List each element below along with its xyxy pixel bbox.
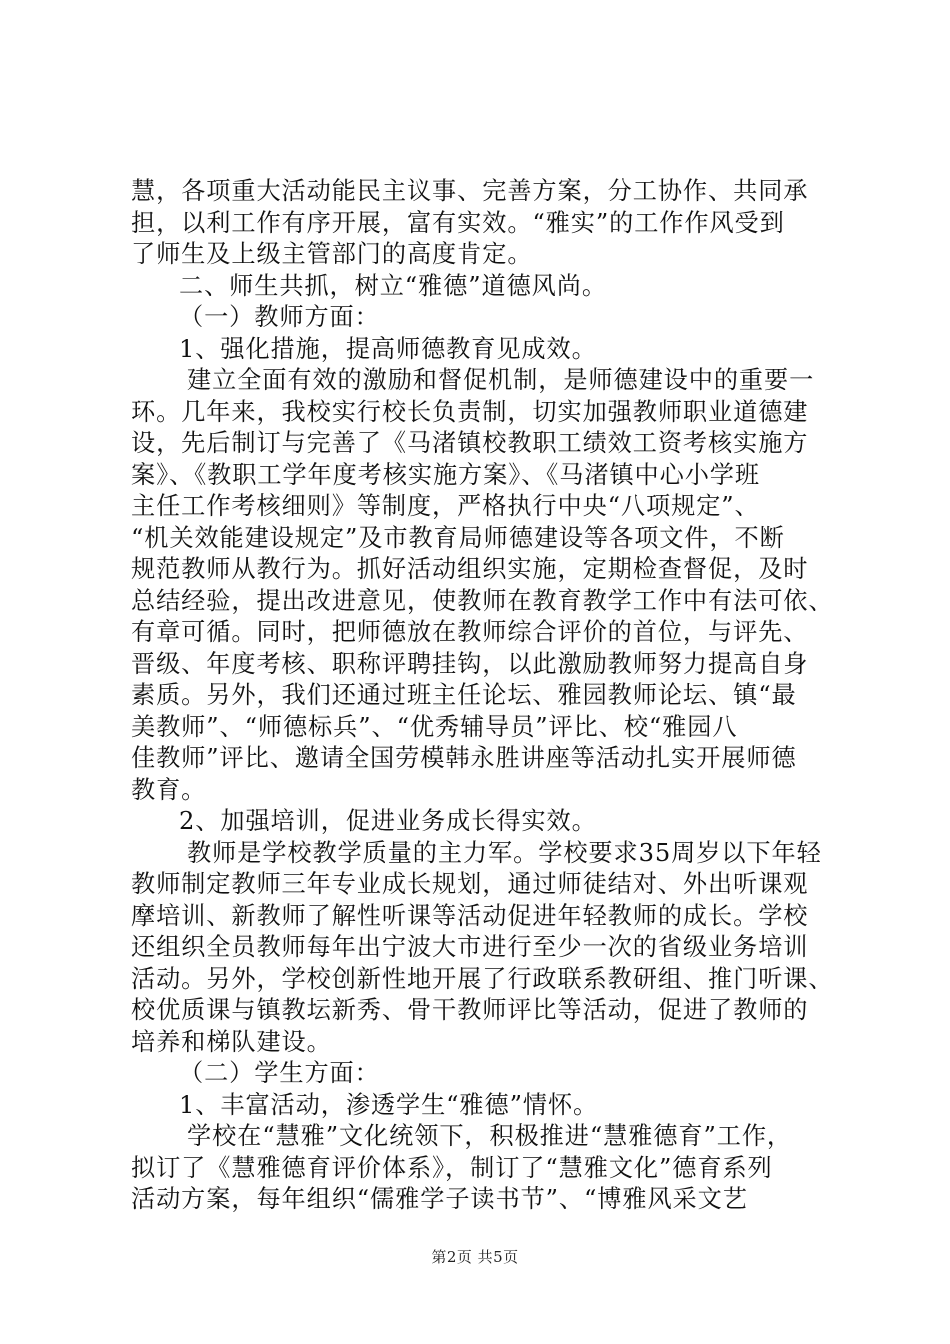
text-line: 案》、《教职工学年度考核实施方案》、《马渚镇中心小学班 bbox=[131, 460, 760, 489]
text-line: 晋级、年度考核、职称评聘挂钩，以此激励教师努力提高自身 bbox=[131, 649, 809, 678]
text-line: 建立全面有效的激励和督促机制，是师德建设中的重要一 bbox=[187, 366, 815, 394]
text-line: 慧，各项重大活动能民主议事、完善方案，分工协作、共同承 bbox=[131, 177, 809, 205]
text-line: 教师制定教师三年专业成长规划，通过师徒结对、外出听课观 bbox=[131, 870, 809, 898]
text-line: 拟订了《慧雅德育评价体系》，制订了“慧雅文化”德育系列 bbox=[131, 1153, 773, 1182]
text-line: 活动方案，每年组织“儒雅学子读书节”、“博雅风采文艺 bbox=[131, 1185, 748, 1213]
text-line: 1、强化措施，提高师德教育见成效。 bbox=[179, 334, 597, 363]
text-line: 有章可循。同时，把师德放在教师综合评价的首位，与评先、 bbox=[131, 618, 809, 646]
text-line: （一）教师方面： bbox=[179, 303, 380, 331]
text-line: 二、师生共抓，树立“雅德”道德风尚。 bbox=[179, 271, 607, 300]
text-line: 活动。另外，学校创新性地开展了行政联系教研组、推门听课、 bbox=[131, 964, 834, 993]
page-footer: 第2页 共5页 bbox=[431, 1248, 519, 1266]
text-line: 主任工作考核细则》等制度，严格执行中央“八项规定”、 bbox=[131, 492, 760, 520]
document-body bbox=[131, 176, 834, 1216]
text-line: “机关效能建设规定”及市教育局师德建设等各项文件，不断 bbox=[131, 523, 785, 552]
text-line: 教师是学校教学质量的主力军。学校要求35周岁以下年轻 bbox=[187, 838, 822, 867]
text-line: 素质。另外，我们还通过班主任论坛、雅园教师论坛、镇“最 bbox=[131, 681, 797, 709]
text-line: 担，以利工作有序开展，富有实效。“雅实”的工作作风受到 bbox=[131, 208, 785, 237]
text-line: 还组织全员教师每年出宁波大市进行至少一次的省级业务培训 bbox=[131, 933, 809, 961]
text-line: 培养和梯队建设。 bbox=[131, 1027, 332, 1056]
text-line: 佳教师”评比、邀请全国劳模韩永胜讲座等活动扎实开展师德 bbox=[131, 744, 797, 772]
text-line: 规范教师从教行为。抓好活动组织实施，定期检查督促，及时 bbox=[131, 555, 809, 583]
text-line: 1、丰富活动，渗透学生“雅德”情怀。 bbox=[179, 1090, 599, 1119]
text-line: 设，先后制订与完善了《马渚镇校教职工绩效工资考核实施方 bbox=[131, 429, 809, 457]
text-line: 2、加强培训，促进业务成长得实效。 bbox=[179, 807, 597, 835]
text-line: 美教师”、“师德标兵”、“优秀辅导员”评比、校“雅园八 bbox=[131, 712, 738, 741]
text-line: 摩培训、新教师了解性听课等活动促进年轻教师的成长。学校 bbox=[131, 901, 809, 930]
text-line: （二）学生方面： bbox=[179, 1059, 380, 1087]
text-line: 校优质课与镇教坛新秀、骨干教师评比等活动，促进了教师的 bbox=[131, 996, 809, 1024]
text-line: 环。几年来，我校实行校长负责制，切实加强教师职业道德建 bbox=[131, 397, 809, 426]
text-line: 了师生及上级主管部门的高度肯定。 bbox=[131, 240, 533, 268]
text-line: 学校在“慧雅”文化统领下，积极推进“慧雅德育”工作， bbox=[187, 1122, 792, 1150]
text-line: 总结经验，提出改进意见，使教师在教育教学工作中有法可依、 bbox=[131, 586, 834, 615]
text-line: 教育。 bbox=[131, 775, 207, 804]
